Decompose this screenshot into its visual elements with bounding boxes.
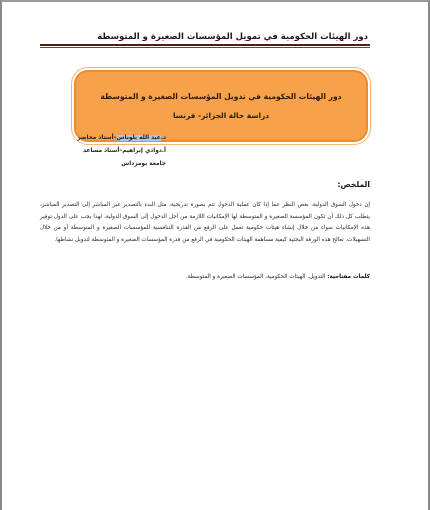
author-name: دوادي إبراهيم bbox=[122, 148, 162, 154]
keywords-label: كلمات مفتاحية: bbox=[327, 274, 370, 280]
author-name-selected[interactable]: عبد الله بلوناس bbox=[116, 135, 161, 141]
author-role: –أستاذ مساعد bbox=[83, 148, 123, 154]
author-prefix: أ. bbox=[161, 148, 166, 154]
document-page bbox=[6, 4, 422, 510]
keywords-line bbox=[40, 272, 370, 283]
header-rule-secondary bbox=[40, 47, 370, 48]
author-row bbox=[66, 145, 166, 158]
author-row bbox=[66, 132, 166, 145]
paper-title: دور الهيئات الحكومية في تدويل المؤسسات الصغيرة و المتوسطة bbox=[100, 92, 342, 101]
affiliation: جامعة بومرداس bbox=[121, 161, 166, 167]
header-rule bbox=[40, 44, 370, 46]
author-role: –أستاذ محاضر bbox=[77, 135, 117, 141]
keywords-text: التدويل، الهيئات الحكومية، المؤسسات الصغيرة و المتوسطة. bbox=[185, 274, 326, 280]
author-block bbox=[66, 132, 166, 171]
abstract-body: إن دخول السوق الدولية، بغض النظر عما إذا كان عملية الدخول تتم بصورة تدريجية، مثل البدء بالتصدير غير المباشر إلى التصدير المباشر، يتطلب كل ذلك أن تكون المؤسسة الصغيرة و المتوسطة لها الإمكانيات اللازمة من أجل الدخول إلى السوق الدولية، لهذا يجب على الدول توفير هذه الإمكانيات سواء من خلال إنشاء هيئات حكومية تعمل على الرفع من القدرة التنافسية للمؤسسات الصغيرة و المتوسطة أو من خلال التسهيلات. تعالج هذه الورقة البحثية كيفية مساهمة الهيئات الحكومية في الرفع من قدرة المؤسسات الصغيرة و المتوسطة لتدويل نشاطها. bbox=[40, 202, 370, 243]
running-header: دور الهيئات الحكومية في تمويل المؤسسات الصغيرة و المتوسطة bbox=[97, 32, 368, 42]
author-prefix: د. bbox=[160, 135, 166, 141]
abstract-heading: الملخص: bbox=[337, 180, 370, 189]
paper-subtitle: دراسة حالة الجزائر- فرنسا bbox=[172, 111, 270, 120]
